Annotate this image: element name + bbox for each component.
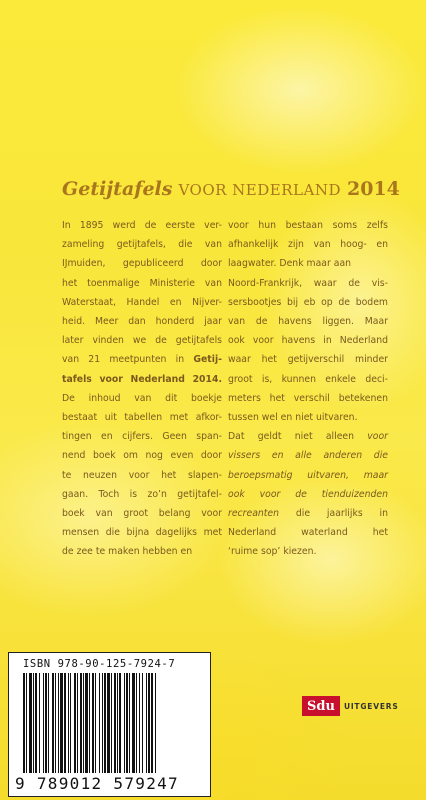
barcode-bar [43,673,44,773]
text-line: De inhoud van dit boekje [62,392,222,404]
text-line: het toenmalige Ministerie van [62,277,222,289]
barcode-bar [139,673,140,773]
barcode-bar [117,673,118,773]
text-line: meters het verschil betekenen [228,392,388,404]
barcode-bar [92,673,94,773]
barcode-bar [136,673,137,773]
publisher-logo [302,696,399,716]
text-line: tussen wel en niet uitvaren. [228,412,358,424]
text-italic-fragment: recreanten [228,508,280,520]
barcode-bar [99,673,100,773]
barcode-bar [48,673,49,773]
barcode-bar [89,673,90,773]
publisher-name: UITGEVERS [343,701,399,711]
text-line: groot is, kunnen enkele deci- [228,373,388,385]
barcode-bar [85,673,88,773]
text-line: tingen en cijfers. Geen span- [62,431,222,443]
barcode-bar [102,673,103,773]
blurb-column-left [62,216,222,562]
text-line: laagwater. Denk maar aan [228,258,352,270]
barcode-bar [26,673,27,773]
barcode-bar [129,673,130,773]
barcode-bar [55,673,56,773]
text-line: Nederland waterland het [228,527,388,539]
barcode-bars [23,673,197,773]
barcode-bar [124,673,125,773]
title-main: Getijtafels [62,178,173,200]
barcode-bar [35,673,37,773]
text-line: ‘ruime sop’ kiezen. [228,546,317,558]
barcode-bar [132,673,135,773]
barcode-bar [33,673,34,773]
barcode-bar [95,673,96,773]
barcode-bar [111,673,112,773]
text-line: van de havens liggen. Maar [228,316,388,328]
text-line: ook voor de tienduizenden [228,488,388,500]
text-line: ook voor havens in Nederland [228,335,388,347]
text-line: bestaat uit tabellen met afkor- [62,412,222,424]
book-title [62,178,400,200]
barcode-digits: 9 789012 579247 [15,774,179,793]
text-line: beroepsmatig uitvaren, maar [228,469,388,481]
text-fragment: van 21 meetpunten in [62,354,194,366]
sdu-logo: Sdu [302,696,340,716]
text-line: sersbootjes bij eb op de bodem [228,296,388,308]
barcode-bar [74,673,76,773]
barcode-bar [45,673,47,773]
barcode-bar [23,673,25,773]
barcode-bar [80,673,82,773]
text-line: Waterstaat, Handel en Nijver- [62,296,222,308]
text-line: gaan. Toch is zo’n getijtafel- [62,488,222,500]
barcode-bar [155,673,156,773]
isbn-barcode [8,652,211,797]
text-line [62,350,222,369]
text-line [228,504,388,523]
text-line [228,427,388,446]
title-sub: VOOR NEDERLAND [178,181,341,199]
barcode-bar [68,673,69,773]
barcode-bar [83,673,84,773]
barcode-bar [64,673,66,773]
barcode-bar [126,673,128,773]
text-line: zameling getijtafels, die van [62,239,222,251]
text-line: In 1895 werd de eerste ver- [62,220,222,231]
text-line: boek van groot belang voor [62,508,222,520]
text-line: heid. Meer dan honderd jaar [62,316,222,328]
text-line: nend boek om nog even door [62,450,222,462]
text-line: later vinden we de getijtafels [62,335,222,347]
barcode-bar [142,673,143,773]
barcode-bar [114,673,116,773]
barcode-bar [107,673,110,773]
barcode-bar [151,673,153,773]
barcode-bar [104,673,106,773]
title-year: 2014 [346,178,400,200]
text-fragment: die jaarlijks in [279,508,388,520]
isbn-label: ISBN 978-90-125-7924-7 [23,658,176,670]
text-line: de zee te maken hebben en [62,546,193,558]
barcode-bar [70,673,71,773]
barcode-bar [52,673,54,773]
text-line: te neuzen voor het slapen- [62,469,222,481]
text-line: vissers en alle anderen die [228,450,388,462]
blurb-column-right [228,216,388,562]
text-line: Noord-Frankrijk, waar de vis- [228,277,388,289]
barcode-bar [148,673,150,773]
text-bold-fragment: Getij- [193,354,222,366]
barcode-bar [39,673,40,773]
barcode-bar [58,673,59,773]
barcode-bar [60,673,63,773]
text-line: IJmuiden, gepubliceerd door [62,258,222,270]
barcode-bar [119,673,121,773]
text-line: mensen die bijna dagelijks met [62,527,222,539]
text-italic-fragment: voor [367,431,388,443]
text-line: waar het getijverschil minder [228,354,388,366]
text-fragment: Dat geldt niet alleen [228,431,368,443]
text-line: afhankelijk zijn van hoog- en [228,239,388,251]
text-line: voor hun bestaan soms zelfs [228,220,388,231]
barcode-bar [77,673,78,773]
barcode-bar [146,673,147,773]
text-line: tafels voor Nederland 2014. [62,373,222,385]
barcode-bar [29,673,32,773]
